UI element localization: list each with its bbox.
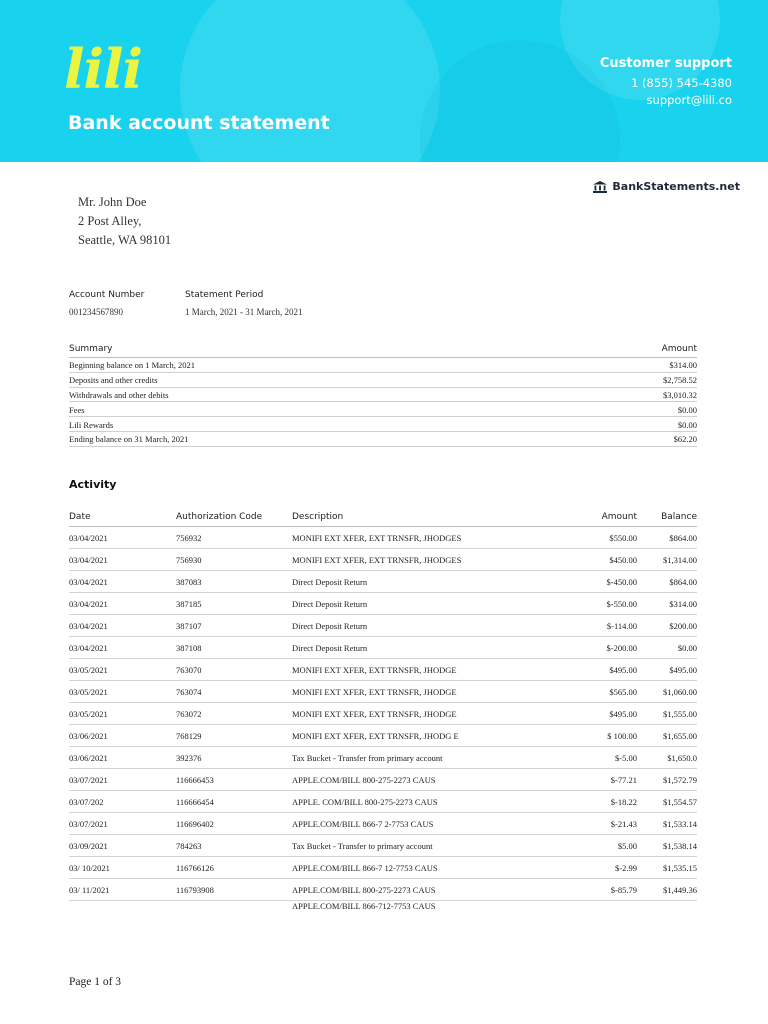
table-row (69, 813, 697, 835)
row-description: Direct Deposit Return (292, 637, 575, 659)
table-row (69, 769, 697, 791)
summary-row (69, 372, 697, 387)
page-title: Bank account statement (68, 112, 330, 134)
summary-label: Deposits and other credits (69, 372, 559, 387)
row-date: 03/05/2021 (69, 659, 176, 681)
row-description: APPLE.COM/BILL 866-7 2-7753 CAUS (292, 813, 575, 835)
summary-label: Fees (69, 402, 559, 417)
row-balance: $1,535.15 (637, 857, 697, 879)
row-amount: $450.00 (575, 549, 637, 571)
row-amount: $-5.00 (575, 747, 637, 769)
row-balance: $1,554.57 (637, 791, 697, 813)
summary-col-amount: Amount (559, 344, 697, 358)
row-date: 03/04/2021 (69, 527, 176, 549)
address-line-2: Seattle, WA 98101 (78, 233, 172, 247)
row-balance: $1,533.14 (637, 813, 697, 835)
row-description: Direct Deposit Return (292, 571, 575, 593)
row-auth-code: 784263 (176, 835, 292, 857)
row-description: MONIFI EXT XFER, EXT TRNSFR, JHODGE (292, 703, 575, 725)
row-amount: $565.00 (575, 681, 637, 703)
summary-label: Ending balance on 31 March, 2021 (69, 431, 559, 446)
row-balance: $864.00 (637, 571, 697, 593)
brand-label: BankStatements.net (612, 180, 740, 193)
summary-label: Withdrawals and other debits (69, 387, 559, 402)
row-amount: $-85.79 (575, 879, 637, 901)
support-phone: 1 (855) 545-4380 (631, 76, 732, 90)
row-date: 03/07/2021 (69, 813, 176, 835)
row-auth-code: 116696402 (176, 813, 292, 835)
table-row (69, 571, 697, 593)
row-description: Direct Deposit Return (292, 615, 575, 637)
table-row (69, 835, 697, 857)
row-description: APPLE.COM/BILL 800-275-2273 CAUS (292, 769, 575, 791)
row-auth-code: 387083 (176, 571, 292, 593)
row-amount: $550.00 (575, 527, 637, 549)
row-amount: $-450.00 (575, 571, 637, 593)
table-row-continued (69, 901, 697, 916)
row-amount: $-18.22 (575, 791, 637, 813)
col-description: Description (292, 512, 575, 527)
row-auth-code: 116793908 (176, 879, 292, 901)
customer-address (78, 193, 171, 250)
bank-icon (593, 181, 607, 193)
row-auth-code: 116666453 (176, 769, 292, 791)
row-description: MONIFI EXT XFER, EXT TRNSFR, JHODG E (292, 725, 575, 747)
trailing-description: APPLE.COM/BILL 866-712-7753 CAUS (292, 901, 436, 911)
customer-support-block (600, 56, 732, 109)
summary-col-label: Summary (69, 344, 559, 358)
bankstatements-brand (593, 180, 740, 193)
row-balance: $1,555.00 (637, 703, 697, 725)
row-auth-code: 116766126 (176, 857, 292, 879)
activity-rows (69, 527, 697, 916)
row-auth-code: 763074 (176, 681, 292, 703)
row-amount: $495.00 (575, 703, 637, 725)
row-auth-code: 768129 (176, 725, 292, 747)
table-row (69, 879, 697, 901)
support-email: support@lili.co (646, 93, 732, 107)
row-auth-code: 763072 (176, 703, 292, 725)
summary-label: Beginning balance on 1 March, 2021 (69, 358, 559, 373)
activity-header-row (69, 512, 697, 527)
row-balance: $1,538.14 (637, 835, 697, 857)
account-number-label: Account Number (69, 290, 145, 300)
activity-table (69, 512, 697, 915)
row-date: 03/06/2021 (69, 747, 176, 769)
row-date: 03/06/2021 (69, 725, 176, 747)
table-row (69, 527, 697, 549)
row-description: MONIFI EXT XFER, EXT TRNSFR, JHODGES (292, 527, 575, 549)
row-amount: $ 100.00 (575, 725, 637, 747)
table-row (69, 857, 697, 879)
row-auth-code: 756930 (176, 549, 292, 571)
summary-amount: $0.00 (559, 402, 697, 417)
table-row (69, 615, 697, 637)
col-date: Date (69, 512, 176, 527)
summary-row (69, 387, 697, 402)
row-balance: $200.00 (637, 615, 697, 637)
col-amount: Amount (575, 512, 637, 527)
row-date: 03/ 10/2021 (69, 857, 176, 879)
row-auth-code: 387185 (176, 593, 292, 615)
header-banner (0, 0, 768, 162)
row-date: 03/04/2021 (69, 637, 176, 659)
table-row (69, 637, 697, 659)
summary-amount: $0.00 (559, 417, 697, 432)
row-balance: $1,655.00 (637, 725, 697, 747)
row-balance: $314.00 (637, 593, 697, 615)
summary-row (69, 402, 697, 417)
row-description: MONIFI EXT XFER, EXT TRNSFR, JHODGE (292, 659, 575, 681)
banner-decoration (180, 0, 440, 162)
row-date: 03/05/2021 (69, 703, 176, 725)
row-balance: $495.00 (637, 659, 697, 681)
row-auth-code: 756932 (176, 527, 292, 549)
row-amount: $-77.21 (575, 769, 637, 791)
row-balance: $1,314.00 (637, 549, 697, 571)
table-row (69, 549, 697, 571)
statement-period-label: Statement Period (185, 290, 264, 300)
col-balance: Balance (637, 512, 697, 527)
summary-amount: $62.20 (559, 431, 697, 446)
summary-amount: $2,758.52 (559, 372, 697, 387)
row-description: Tax Bucket - Transfer from primary account (292, 747, 575, 769)
row-date: 03/ 11/2021 (69, 879, 176, 901)
row-date: 03/07/202 (69, 791, 176, 813)
customer-name: Mr. John Doe (78, 195, 147, 209)
row-date: 03/07/2021 (69, 769, 176, 791)
row-description: Tax Bucket - Transfer to primary account (292, 835, 575, 857)
row-amount: $495.00 (575, 659, 637, 681)
summary-row (69, 358, 697, 373)
row-balance: $1,449.36 (637, 879, 697, 901)
table-row (69, 791, 697, 813)
row-amount: $-114.00 (575, 615, 637, 637)
table-row (69, 681, 697, 703)
row-auth-code: 116666454 (176, 791, 292, 813)
row-amount: $-550.00 (575, 593, 637, 615)
row-auth-code: 387108 (176, 637, 292, 659)
row-amount: $5.00 (575, 835, 637, 857)
summary-label: Lili Rewards (69, 417, 559, 432)
summary-table (69, 344, 697, 447)
table-row (69, 593, 697, 615)
row-amount: $-2.99 (575, 857, 637, 879)
row-date: 03/05/2021 (69, 681, 176, 703)
table-row (69, 725, 697, 747)
row-description: APPLE.COM/BILL 866-7 12-7753 CAUS (292, 857, 575, 879)
row-auth-code: 392376 (176, 747, 292, 769)
table-row (69, 703, 697, 725)
row-date: 03/04/2021 (69, 549, 176, 571)
row-description: MONIFI EXT XFER, EXT TRNSFR, JHODGE (292, 681, 575, 703)
col-auth-code: Authorization Code (176, 512, 292, 527)
table-row (69, 747, 697, 769)
summary-row (69, 417, 697, 432)
row-auth-code: 387107 (176, 615, 292, 637)
row-balance: $1,060.00 (637, 681, 697, 703)
row-description: Direct Deposit Return (292, 593, 575, 615)
statement-period: 1 March, 2021 - 31 March, 2021 (185, 307, 303, 317)
table-row (69, 659, 697, 681)
row-amount: $-21.43 (575, 813, 637, 835)
lili-logo: lili (64, 37, 143, 101)
activity-heading: Activity (69, 478, 117, 491)
summary-row (69, 431, 697, 446)
row-balance: $1,572.79 (637, 769, 697, 791)
page-number: Page 1 of 3 (69, 976, 122, 988)
summary-amount: $3,010.32 (559, 387, 697, 402)
row-date: 03/04/2021 (69, 571, 176, 593)
row-date: 03/04/2021 (69, 615, 176, 637)
row-balance: $0.00 (637, 637, 697, 659)
row-amount: $-200.00 (575, 637, 637, 659)
row-date: 03/09/2021 (69, 835, 176, 857)
row-description: APPLE. COM/BILL 800-275-2273 CAUS (292, 791, 575, 813)
row-description: MONIFI EXT XFER, EXT TRNSFR, JHODGES (292, 549, 575, 571)
address-line-1: 2 Post Alley, (78, 214, 142, 228)
account-number: 001234567890 (69, 307, 123, 317)
summary-amount: $314.00 (559, 358, 697, 373)
row-balance: $1,650.0 (637, 747, 697, 769)
summary-header-row (69, 344, 697, 358)
row-auth-code: 763070 (176, 659, 292, 681)
row-balance: $864.00 (637, 527, 697, 549)
row-date: 03/04/2021 (69, 593, 176, 615)
support-heading: Customer support (599, 56, 732, 71)
row-description: APPLE.COM/BILL 800-275-2273 CAUS (292, 879, 575, 901)
